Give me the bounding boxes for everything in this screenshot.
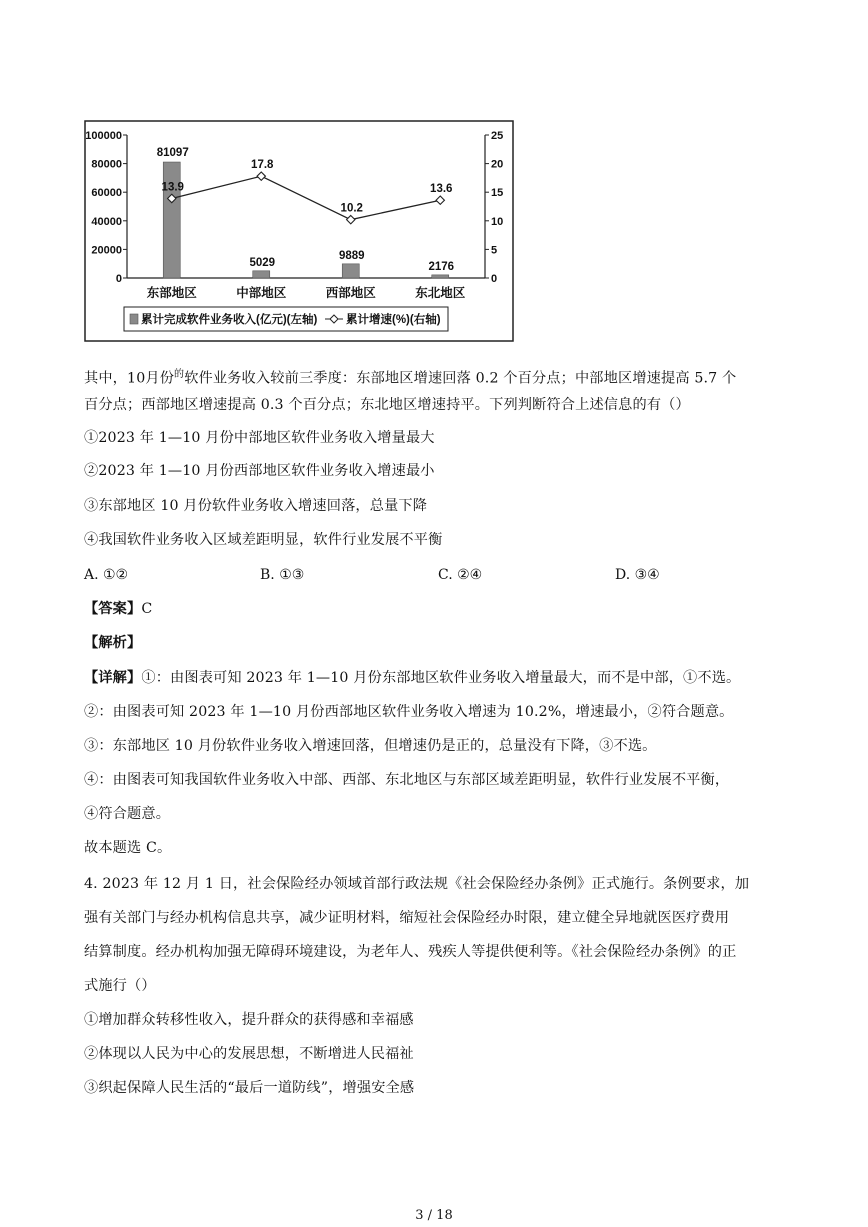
q3-options [84,567,784,587]
growth-data-label: 17.8 [251,159,274,172]
growth-data-label: 10.2 [340,202,363,215]
growth-data-label: 13.9 [161,181,184,194]
software-revenue-chart [84,120,514,342]
bar [432,275,449,278]
q3-detail-4b: ④符合题意。 [84,806,171,822]
q3-option-c: C. ②④ [438,567,483,583]
bar-data-label: 81097 [156,147,189,160]
right-tick-label: 5 [491,244,498,257]
right-tick-label: 15 [491,187,504,200]
left-tick-label: 100000 [85,130,122,142]
page-number: 3 / 18 [415,1208,453,1223]
growth-marker [347,215,355,223]
q3-option-a: A. ①② [84,567,129,583]
q4-stem-line-1: 4. 2023 年 12 月 1 日，社会保险经办领域首部行政法规《社会保险经办条例》正式施行。条例要求，加 [84,876,750,892]
q3-item-4: ④我国软件业务收入区域差距明显，软件行业发展不平衡 [84,532,443,548]
legend-line-label: 累计增速(%)(右轴) [346,314,441,326]
q3-detail-2: ②：由图表可知 2023 年 1—10 月份西部地区软件业务收入增速为 10.2%，增速最小，②符合题意。 [84,704,734,720]
category-label: 西部地区 [325,286,376,300]
q3-option-d: D. ③④ [615,567,660,583]
q4-stem-line-3: 结算制度。经办机构加强无障碍环境建设，为老年人、残疾人等提供便利等。《社会保险经办条例》的正 [84,944,737,960]
answer-value: C [141,601,153,617]
chart-frame [85,121,513,341]
bar [163,162,180,278]
left-tick-label: 40000 [91,215,122,228]
q3-stem-1-sup: 的 [174,369,185,380]
legend-bar-label: 累计完成软件业务收入(亿元)(左轴) [141,314,318,326]
q3-stem-line-1 [84,365,736,389]
left-tick-label: 20000 [91,244,122,257]
category-label: 东部地区 [146,286,197,300]
answer-tag: 【答案】 [84,601,142,617]
q4-stem-line-2: 强有关部门与经办机构信息共享，减少证明材料，缩短社会保险经办时限，建立健全异地就医医疗费用 [84,910,730,926]
left-tick-label: 0 [115,273,122,285]
q3-item-1: ①2023 年 1—10 月份中部地区软件业务收入增量最大 [84,430,435,446]
detail-1-text: ①：由图表可知 2023 年 1—10 月份东部地区软件业务收入增量最大，而不是中部，①不选。 [141,670,741,686]
q3-item-2: ②2023 年 1—10 月份西部地区软件业务收入增速最小 [84,463,435,479]
q3-detail-1 [84,668,740,688]
category-label: 东北地区 [415,286,466,300]
q3-option-b: B. ①③ [260,567,305,583]
q3-item-3: ③东部地区 10 月份软件业务收入增速回落，总量下降 [84,498,428,514]
bar [253,271,270,278]
q3-detail-4a: ④：由图表可知我国软件业务收入中部、西部、东北地区与东部区域差距明显，软件行业发展不平衡， [84,772,730,788]
q4-item-3: ③织起保障人民生活的“最后一道防线”，增强安全感 [84,1080,415,1096]
right-tick-label: 25 [491,130,504,142]
q3-stem-1b: 软件业务收入较前三季度：东部地区增速回落 0.2 个百分点；中部地区增速提高 5.7 个 [184,370,737,387]
q4-stem-line-4: 式施行（） [84,978,156,994]
analysis-tag: 【解析】 [84,635,142,651]
q3-detail-3: ③：东部地区 10 月份软件业务收入增速回落，但增速仍是正的，总量没有下降，③不选。 [84,738,657,754]
q4-item-2: ②体现以人民为中心的发展思想，不断增进人民福祉 [84,1046,414,1062]
category-label: 中部地区 [236,286,287,300]
q3-stem-1a: 其中，10月份 [84,370,175,387]
growth-marker [436,196,444,204]
legend-bar-swatch [130,314,138,324]
q3-conclusion: 故本题选 C。 [84,840,172,856]
growth-marker [257,172,265,180]
growth-line [172,176,441,219]
chart-svg [84,120,514,342]
right-tick-label: 20 [491,158,504,171]
q4-item-1: ①增加群众转移性收入，提升群众的获得感和幸福感 [84,1012,414,1028]
bar-data-label: 2176 [428,260,455,273]
right-tick-label: 0 [491,273,498,285]
bar-data-label: 5029 [249,256,276,269]
left-tick-label: 80000 [91,158,122,171]
bar [342,264,359,278]
q3-stem-line-2: 百分点；西部地区增速提高 0.3 个百分点；东北地区增速持平。下列判断符合上述信息的有（） [84,397,690,413]
left-tick-label: 60000 [91,187,122,200]
bar-data-label: 9889 [338,249,365,262]
detail-tag: 【详解】 [84,670,142,686]
growth-data-label: 13.6 [430,183,453,196]
right-tick-label: 10 [491,215,504,228]
legend-marker-swatch [330,315,338,323]
q3-answer [84,599,152,619]
